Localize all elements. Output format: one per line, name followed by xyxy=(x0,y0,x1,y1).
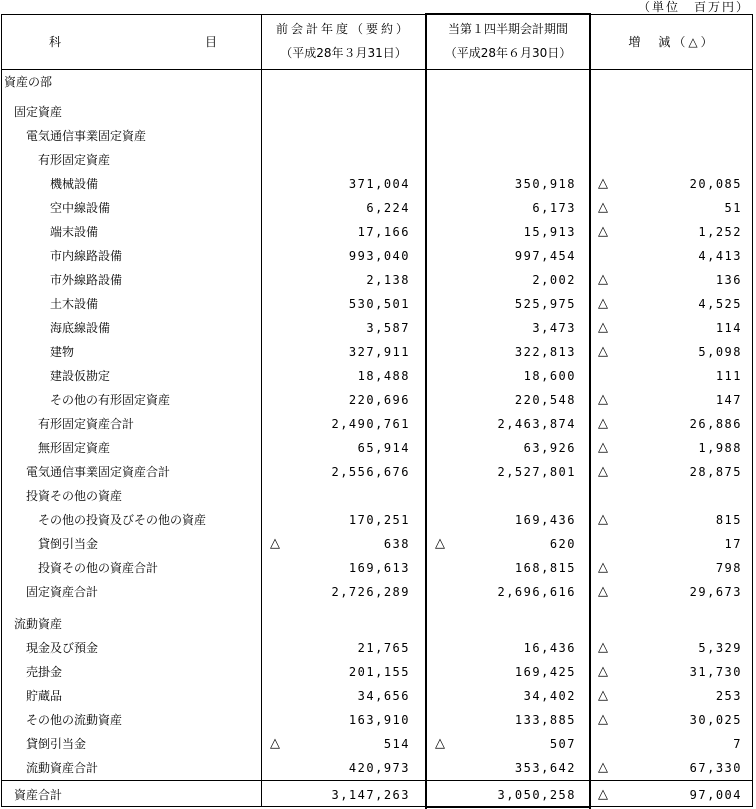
row-label: その他の投資及びその他の資産 xyxy=(38,513,207,527)
diff-value: 114 xyxy=(715,321,742,335)
prev-value: 2,490,761 xyxy=(331,417,410,431)
table-row xyxy=(0,316,756,340)
table-row xyxy=(0,636,756,660)
row-label: 電気通信事業固定資産合計 xyxy=(26,465,171,479)
header-curr-title: 当第１四半期会計期間 xyxy=(447,22,568,36)
negative-mark: △ xyxy=(598,688,608,703)
diff-value: 20,085 xyxy=(689,177,742,191)
table-row xyxy=(0,220,756,244)
row-label: 無形固定資産 xyxy=(38,441,111,455)
negative-mark: △ xyxy=(598,392,608,407)
negative-mark: △ xyxy=(598,296,608,311)
table-row xyxy=(0,172,756,196)
negative-mark: △ xyxy=(598,440,608,455)
row-label: 売掛金 xyxy=(26,665,63,679)
row-label: 市内線路設備 xyxy=(50,249,123,263)
row-label: 電気通信事業固定資産 xyxy=(26,129,147,143)
curr-value: 133,885 xyxy=(514,713,576,727)
table-row xyxy=(0,732,756,756)
prev-value: 638 xyxy=(383,537,410,551)
header-prev-date: （平成28年３月31日） xyxy=(280,46,407,60)
curr-value: 3,050,258 xyxy=(497,788,576,802)
row-label: 建物 xyxy=(50,345,75,359)
prev-value: 34,656 xyxy=(357,689,410,703)
curr-value: 15,913 xyxy=(523,225,576,239)
table-row xyxy=(0,100,756,124)
diff-value: 253 xyxy=(715,689,742,703)
curr-value: 169,436 xyxy=(514,513,576,527)
table-row xyxy=(0,412,756,436)
table-row xyxy=(0,532,756,556)
table-row xyxy=(0,268,756,292)
curr-value: 63,926 xyxy=(523,441,576,455)
curr-value: 997,454 xyxy=(514,249,576,263)
negative-mark: △ xyxy=(598,512,608,527)
prev-value: 514 xyxy=(383,737,410,751)
table-row xyxy=(0,124,756,148)
diff-value: 30,025 xyxy=(689,713,742,727)
prev-value: 327,911 xyxy=(348,345,410,359)
table-row xyxy=(0,484,756,508)
negative-mark: △ xyxy=(598,640,608,655)
diff-value: 29,673 xyxy=(689,585,742,599)
prev-value: 65,914 xyxy=(357,441,410,455)
curr-value: 168,815 xyxy=(514,561,576,575)
curr-value: 2,463,874 xyxy=(497,417,576,431)
negative-mark: △ xyxy=(598,712,608,727)
row-label: 空中線設備 xyxy=(50,201,111,215)
table-row xyxy=(0,148,756,172)
unit-label: （単位 百万円） xyxy=(637,0,750,14)
row-label: 貸倒引当金 xyxy=(38,537,99,551)
diff-value: 28,875 xyxy=(689,465,742,479)
row-label: 建設仮勘定 xyxy=(50,369,111,383)
table-row xyxy=(0,292,756,316)
diff-value: 67,330 xyxy=(689,761,742,775)
curr-value: 2,527,801 xyxy=(497,465,576,479)
diff-value: 5,329 xyxy=(698,641,742,655)
negative-mark: △ xyxy=(598,272,608,287)
row-label: 貯蔵品 xyxy=(26,689,63,703)
prev-value: 163,910 xyxy=(348,713,410,727)
row-label: その他の有形固定資産 xyxy=(50,393,171,407)
diff-value: 97,004 xyxy=(689,788,742,802)
curr-value: 2,002 xyxy=(532,273,576,287)
curr-value: 2,696,616 xyxy=(497,585,576,599)
curr-value: 3,473 xyxy=(532,321,576,335)
negative-mark: △ xyxy=(598,787,608,802)
prev-value: 201,155 xyxy=(348,665,410,679)
diff-value: 136 xyxy=(715,273,742,287)
prev-value: 6,224 xyxy=(366,201,410,215)
table-row xyxy=(0,783,756,807)
negative-mark: △ xyxy=(435,536,445,551)
table-row xyxy=(0,196,756,220)
negative-mark: △ xyxy=(270,536,280,551)
current-period-border-top xyxy=(425,13,591,15)
curr-value: 507 xyxy=(549,737,576,751)
prev-value: 2,556,676 xyxy=(331,465,410,479)
diff-value: 815 xyxy=(715,513,742,527)
prev-value: 18,488 xyxy=(357,369,410,383)
negative-mark: △ xyxy=(598,224,608,239)
negative-mark: △ xyxy=(598,464,608,479)
row-label: 機械設備 xyxy=(50,177,99,191)
header-diff-title: 増 減（△） xyxy=(628,35,716,49)
negative-mark: △ xyxy=(598,560,608,575)
prev-value: 169,613 xyxy=(348,561,410,575)
table-row xyxy=(0,708,756,732)
diff-value: 17 xyxy=(724,537,742,551)
row-label: 流動資産 xyxy=(14,617,63,631)
table-row xyxy=(0,508,756,532)
curr-value: 34,402 xyxy=(523,689,576,703)
curr-value: 169,425 xyxy=(514,665,576,679)
negative-mark: △ xyxy=(598,416,608,431)
row-label: 投資その他の資産合計 xyxy=(38,561,159,575)
diff-value: 147 xyxy=(715,393,742,407)
row-label: 資産の部 xyxy=(4,75,53,89)
prev-value: 21,765 xyxy=(357,641,410,655)
row-label: 固定資産 xyxy=(14,105,63,119)
negative-mark: △ xyxy=(598,344,608,359)
negative-mark: △ xyxy=(435,736,445,751)
prev-value: 371,004 xyxy=(348,177,410,191)
curr-value: 620 xyxy=(549,537,576,551)
diff-value: 111 xyxy=(715,369,742,383)
row-label: 土木設備 xyxy=(50,297,99,311)
table-row xyxy=(0,364,756,388)
curr-value: 6,173 xyxy=(532,201,576,215)
curr-value: 353,642 xyxy=(514,761,576,775)
prev-value: 17,166 xyxy=(357,225,410,239)
prev-value: 220,696 xyxy=(348,393,410,407)
row-label: 端末設備 xyxy=(50,225,99,239)
table-row xyxy=(0,388,756,412)
table-row xyxy=(0,436,756,460)
prev-value: 530,501 xyxy=(348,297,410,311)
diff-value: 26,886 xyxy=(689,417,742,431)
row-label: 市外線路設備 xyxy=(50,273,123,287)
diff-value: 1,252 xyxy=(698,225,742,239)
diff-value: 31,730 xyxy=(689,665,742,679)
diff-value: 1,988 xyxy=(698,441,742,455)
diff-value: 798 xyxy=(715,561,742,575)
header-subject-left: 科 xyxy=(48,35,61,49)
row-label: 投資その他の資産 xyxy=(26,489,123,503)
curr-value: 220,548 xyxy=(514,393,576,407)
table-row xyxy=(0,612,756,636)
row-label: 資産合計 xyxy=(14,788,63,802)
curr-value: 322,813 xyxy=(514,345,576,359)
prev-value: 3,147,263 xyxy=(331,788,410,802)
curr-value: 16,436 xyxy=(523,641,576,655)
row-label: 貸倒引当金 xyxy=(26,737,87,751)
diff-value: 4,525 xyxy=(698,297,742,311)
negative-mark: △ xyxy=(598,664,608,679)
row-label: 有形固定資産合計 xyxy=(38,417,135,431)
table-row xyxy=(0,70,756,94)
diff-value: 5,098 xyxy=(698,345,742,359)
curr-value: 18,600 xyxy=(523,369,576,383)
table-row xyxy=(0,684,756,708)
table-row xyxy=(0,244,756,268)
prev-value: 3,587 xyxy=(366,321,410,335)
table-row xyxy=(0,756,756,780)
header-subject-right: 目 xyxy=(204,35,217,49)
negative-mark: △ xyxy=(598,760,608,775)
diff-value: 51 xyxy=(724,201,742,215)
prev-value: 420,973 xyxy=(348,761,410,775)
header-curr-date: （平成28年６月30日） xyxy=(444,46,572,60)
negative-mark: △ xyxy=(598,584,608,599)
diff-value: 7 xyxy=(733,737,742,751)
table-row xyxy=(0,580,756,604)
table-row xyxy=(0,660,756,684)
negative-mark: △ xyxy=(270,736,280,751)
row-label: 流動資産合計 xyxy=(26,761,99,775)
row-label: 海底線設備 xyxy=(50,321,111,335)
table-row xyxy=(0,556,756,580)
prev-value: 993,040 xyxy=(348,249,410,263)
header-prev-title: 前会計年度（要約） xyxy=(275,22,411,36)
prev-value: 2,138 xyxy=(366,273,410,287)
negative-mark: △ xyxy=(598,320,608,335)
curr-value: 350,918 xyxy=(514,177,576,191)
curr-value: 525,975 xyxy=(514,297,576,311)
negative-mark: △ xyxy=(598,200,608,215)
row-label: 有形固定資産 xyxy=(38,153,111,167)
prev-value: 170,251 xyxy=(348,513,410,527)
negative-mark: △ xyxy=(598,176,608,191)
row-label: その他の流動資産 xyxy=(26,713,123,727)
diff-value: 4,413 xyxy=(698,249,742,263)
table-row xyxy=(0,460,756,484)
row-label: 固定資産合計 xyxy=(26,585,99,599)
total-divider xyxy=(1,780,753,781)
table-row xyxy=(0,340,756,364)
row-label: 現金及び預金 xyxy=(26,641,99,655)
prev-value: 2,726,289 xyxy=(331,585,410,599)
